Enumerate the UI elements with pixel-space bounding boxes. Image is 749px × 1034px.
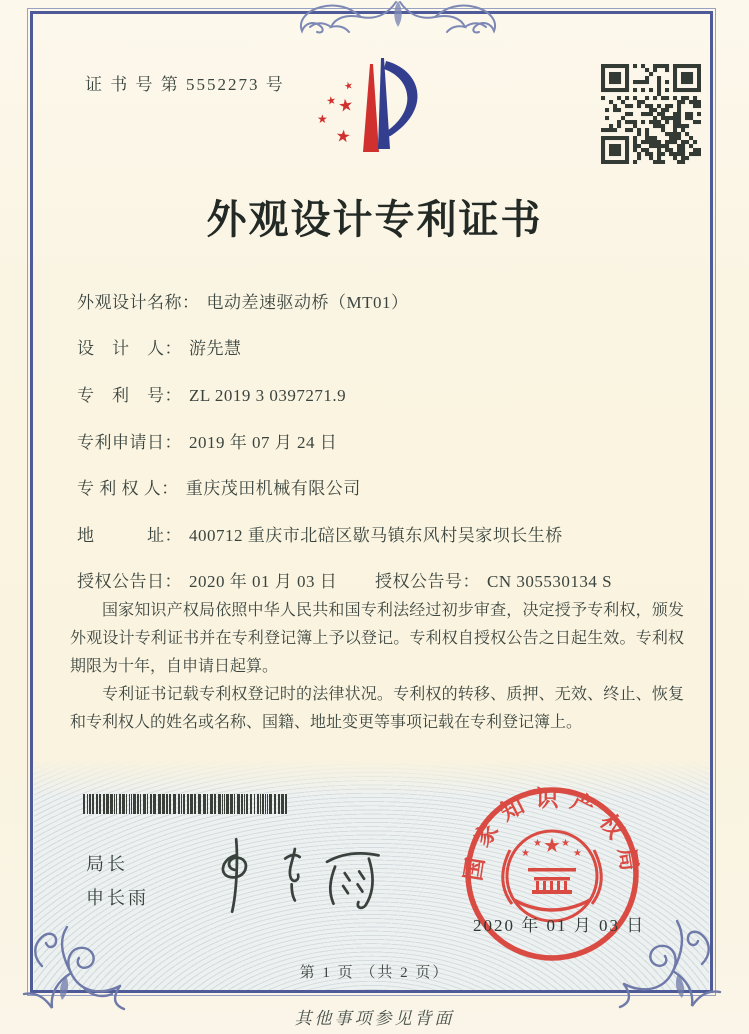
director-signature-icon	[208, 828, 393, 923]
director-name: 申长雨	[86, 888, 149, 908]
field-label: 设 计 人：	[77, 339, 182, 358]
field-value: 2020 年 01 月 03 日	[189, 572, 338, 591]
field-patent-number	[77, 381, 346, 406]
svg-text:★: ★	[336, 95, 355, 117]
field-label: 授权公告号：	[375, 572, 480, 591]
field-label: 专 利 号：	[77, 386, 182, 405]
field-value: 重庆茂田机械有限公司	[185, 479, 361, 498]
field-application-date	[77, 428, 337, 453]
svg-text:★: ★	[543, 833, 561, 857]
qr-code-icon	[601, 64, 701, 164]
certificate-number: 证 书 号 第 5552273 号	[85, 75, 285, 94]
field-grant-date	[77, 567, 337, 592]
legal-text	[70, 597, 684, 737]
svg-text:★: ★	[343, 80, 355, 93]
official-seal-icon	[452, 780, 652, 970]
certificate-title: 外观设计专利证书	[206, 197, 543, 242]
svg-text:★: ★	[334, 126, 352, 148]
seal-date: 2020 年 01 月 03 日	[473, 916, 646, 935]
legal-paragraph-1: 国家知识产权局依照中华人民共和国专利法经过初步审查，决定授予专利权，颁发外观设计专利证书并在专利登记簿上予以登记。专利权自授权公告之日起生效。专利权期限为十年，自申请日起算。	[70, 602, 684, 675]
field-value: 游先慧	[189, 339, 242, 358]
back-note: 其他事项参见背面	[294, 1009, 455, 1028]
page-number: 第 1 页 （共 2 页）	[299, 965, 450, 981]
national-emblem-icon	[503, 831, 602, 921]
field-value: 电动差速驱动桥（MT01）	[206, 293, 409, 312]
svg-text:★: ★	[325, 93, 338, 108]
seal-ring-text: 国家知识产权局	[460, 786, 644, 883]
svg-text:★: ★	[561, 838, 570, 849]
field-label: 外观设计名称：	[77, 293, 200, 312]
barcode-icon	[83, 794, 287, 814]
director-title: 局长	[86, 854, 128, 874]
field-value: ZL 2019 3 0397271.9	[189, 386, 347, 405]
field-designer	[77, 334, 242, 359]
field-label: 地 址：	[77, 526, 182, 545]
field-design-name	[77, 288, 409, 313]
svg-text:★: ★	[573, 848, 582, 859]
field-value: CN 305530134 S	[487, 572, 613, 591]
field-patentee	[77, 474, 361, 499]
field-value: 400712 重庆市北碚区歇马镇东风村吴家坝长生桥	[189, 526, 563, 545]
svg-text:★: ★	[521, 848, 530, 859]
field-value: 2019 年 07 月 24 日	[189, 433, 338, 452]
field-grant-number	[375, 567, 612, 592]
field-label: 授权公告日：	[77, 572, 182, 591]
svg-text:★: ★	[317, 112, 328, 126]
legal-paragraph-2: 专利证书记载专利权登记时的法律状况。专利权的转移、质押、无效、终止、恢复和专利权人的姓名或名称、国籍、地址变更等事项记载在专利登记簿上。	[70, 686, 684, 731]
field-label: 专 利 权 人：	[77, 479, 179, 498]
svg-text:★: ★	[533, 838, 542, 849]
cnipa-logo-icon	[315, 52, 440, 162]
field-label: 专利申请日：	[77, 433, 182, 452]
field-address	[77, 521, 563, 546]
flourish-ornament-top-icon	[288, 0, 508, 34]
